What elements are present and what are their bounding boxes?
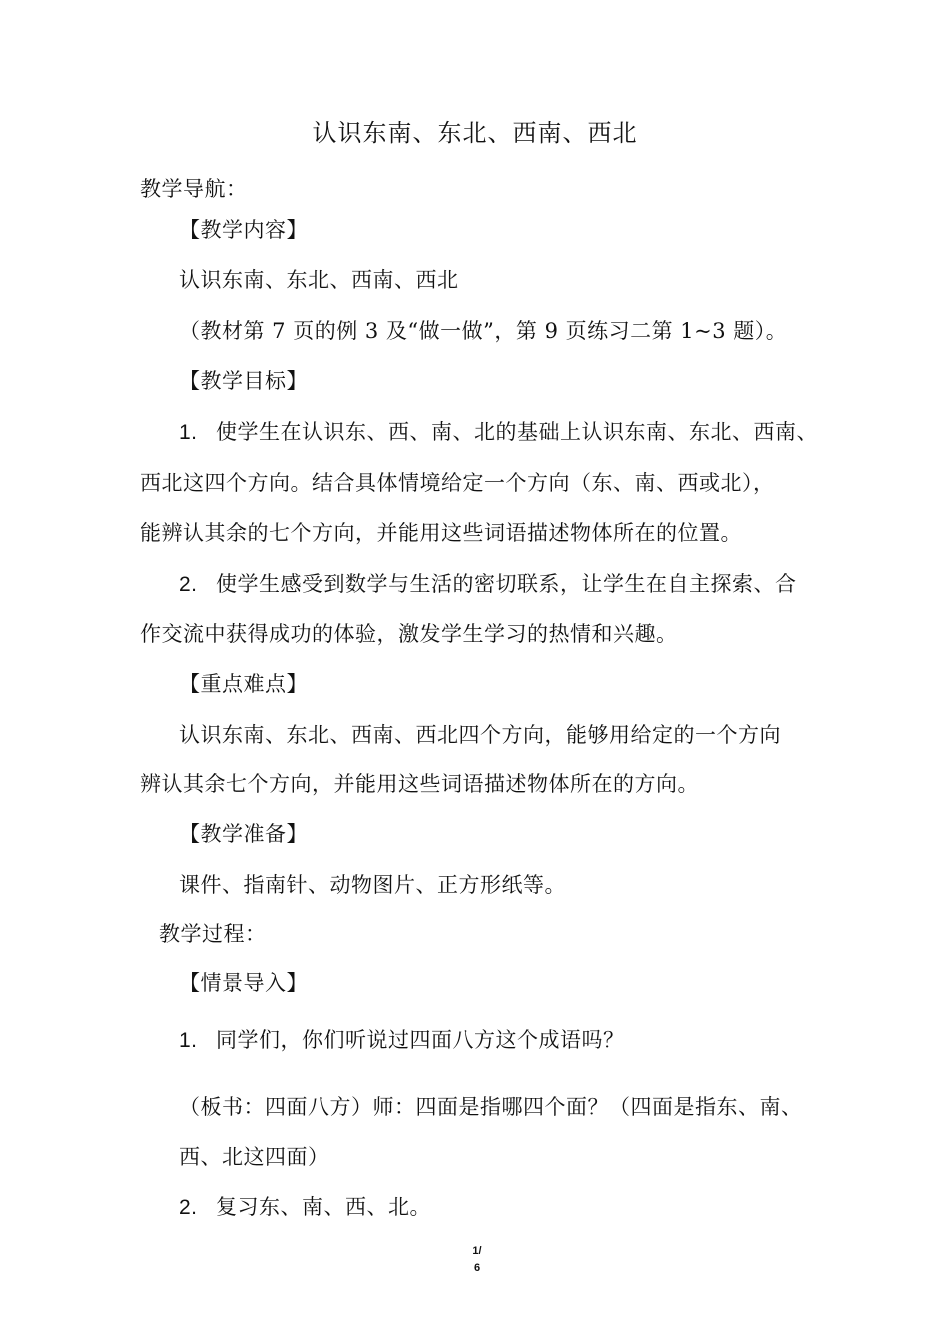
goal-item-1-first-line [179, 418, 818, 447]
section-heading-content: 【教学内容】 [179, 218, 308, 242]
section-heading-preparation: 【教学准备】 [179, 822, 308, 846]
key-points-line-2: 辨认其余七个方向，并能用这些词语描述物体所在的方向。 [140, 772, 699, 796]
key-points-line-1: 认识东南、东北、西南、西北四个方向，能够用给定的一个方向 [179, 723, 781, 747]
goal-item-2-first-line [179, 570, 797, 599]
intro-item-2-number: 2. [179, 1196, 198, 1219]
goal-item-1-number: 1. [179, 421, 198, 444]
goal-item-1-line-2: 西北这四个方向。结合具体情境给定一个方向（东、南、西或北）， [140, 471, 775, 495]
section-heading-goals: 【教学目标】 [179, 369, 308, 393]
goal-item-1-line-3: 能辨认其余的七个方向，并能用这些词语描述物体所在的位置。 [140, 521, 742, 545]
goal-item-1-text: 使学生在认识东、西、南、北的基础上认识东南、东北、西南、 [216, 420, 818, 444]
preparation-line: 课件、指南针、动物图片、正方形纸等。 [179, 873, 566, 897]
document-title: 认识东南、东北、西南、西北 [312, 119, 638, 147]
page-number-current: 1/ [472, 1245, 482, 1257]
intro-item-2-text: 复习东、南、西、北。 [216, 1195, 431, 1219]
intro-item-2 [179, 1193, 431, 1222]
section-heading-intro: 【情景导入】 [179, 971, 308, 995]
content-line: 认识东南、东北、西南、西北 [179, 268, 459, 292]
goal-item-2-line-2: 作交流中获得成功的体验，激发学生学习的热情和兴趣。 [140, 622, 678, 646]
teaching-process-heading: 教学过程： [159, 922, 267, 946]
goal-item-2-text: 使学生感受到数学与生活的密切联系，让学生在自主探索、合 [216, 572, 797, 596]
page-number-total: 6 [473, 1262, 481, 1274]
goal-item-2-number: 2. [179, 573, 198, 596]
board-note-line-2: 西、北这四面） [179, 1145, 330, 1169]
board-note-line-1: （板书：四面八方）师：四面是指哪四个面？（四面是指东、南、 [179, 1095, 803, 1119]
section-heading-key-points: 【重点难点】 [179, 672, 308, 696]
intro-item-1 [179, 1026, 625, 1055]
content-reference-line: （教材第 7 页的例 3 及“做一做”，第 9 页练习二第 1~3 题）。 [179, 319, 788, 343]
intro-item-1-number: 1. [179, 1029, 198, 1052]
intro-item-1-text: 同学们，你们听说过四面八方这个成语吗？ [216, 1028, 625, 1052]
teaching-guide-heading: 教学导航： [140, 177, 248, 201]
